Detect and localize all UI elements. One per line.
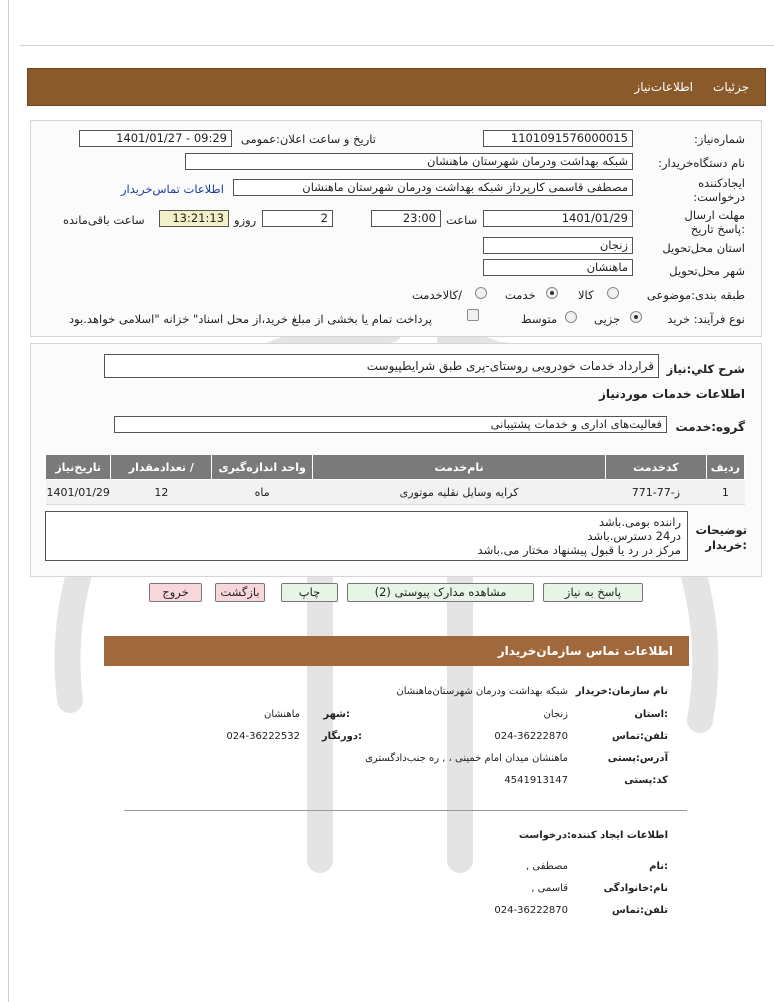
contact-province-label: :استان — [634, 709, 668, 720]
cell-unit: ماه — [212, 480, 313, 505]
buyer-note-line: مرکز در رد یا قبول پیشنهاد مختار می.باشد — [477, 543, 681, 557]
creator-field: مصطفی قاسمی کارپرداز شبکه بهداشت ودرمان شهرستان ماهنشان — [233, 179, 633, 196]
page-header-bar — [27, 68, 766, 106]
cell-quantity: 12 — [111, 480, 212, 505]
cell-row: 1 — [706, 480, 744, 505]
buyer-notes-field — [45, 511, 688, 561]
category-label: طبقه بندی:موضوعی — [646, 288, 745, 302]
contact-phone-value: 024-36222870 — [494, 731, 568, 742]
contact-province-value: زنجان — [543, 709, 568, 720]
creator-info-title: اطلاعات ایجاد کننده:درخواست — [518, 830, 668, 841]
creator-phone-value: 024-36222870 — [494, 905, 568, 916]
deadline-time-label: ساعت — [446, 213, 478, 227]
category-service-label: خدمت — [505, 288, 536, 302]
back-button[interactable]: بازگشت — [215, 583, 265, 602]
deadline-date-field: 1401/01/29 — [483, 210, 633, 227]
services-table-header — [46, 455, 745, 480]
exit-button[interactable]: خروج — [149, 583, 202, 602]
category-goods-radio[interactable] — [607, 287, 619, 299]
category-both-radio[interactable] — [475, 287, 487, 299]
process-medium-label: متوسط — [521, 312, 558, 326]
category-both-label: /کالاخدمت — [412, 288, 463, 302]
buyer-note-line: در24 دسترس.باشد — [587, 529, 681, 543]
province-field: زنجان — [483, 237, 633, 254]
buyer-org-field: شبکه بهداشت ودرمان شهرستان ماهنشان — [185, 153, 633, 170]
org-name-value: شبکه بهداشت ودرمان شهرستان‌ماهنشان — [396, 686, 568, 697]
cell-need-date: 1401/01/29 — [46, 480, 111, 505]
tab-need-info[interactable]: اطلاعات‌نیاز — [634, 80, 693, 94]
category-service-radio[interactable] — [546, 287, 558, 299]
col-quantity: / تعدادمقدار — [111, 455, 212, 480]
service-group-field: فعالیت‌های اداری و خدمات پشتیبانی — [114, 416, 667, 433]
remaining-label: ساعت باقی‌مانده — [63, 213, 145, 227]
buyer-note-line: راننده بومی.باشد — [598, 515, 681, 529]
creator-family-value: قاسمی , — [531, 883, 568, 894]
deadline-time-field: 23:00 — [371, 210, 441, 227]
process-medium-radio[interactable] — [565, 311, 577, 323]
col-need-date: تاریخ‌نیاز — [46, 455, 111, 480]
contact-address-label: آدرس:پستی — [607, 753, 668, 764]
buyer-contact-header — [104, 636, 689, 666]
treasury-payment-note: پرداخت تمام یا بخشی از مبلغ خرید،از محل اسناد" خزانه "اسلامی خواهد.بود — [69, 312, 433, 326]
cell-service-name: کرایه وسایل نقلیه موتوری — [313, 480, 606, 505]
treasury-payment-checkbox[interactable] — [467, 309, 479, 321]
days-label: روزو — [234, 213, 257, 227]
city-label: شهر محل‌تحویل — [669, 264, 745, 278]
table-row — [46, 480, 745, 505]
contact-city-value: ماهنشان — [263, 709, 300, 720]
services-section-title: اطلاعات خدمات موردنیاز — [598, 387, 745, 401]
contact-postal-value: 4541913147 — [504, 775, 568, 786]
col-service-name: نام‌خدمت — [313, 455, 606, 480]
buyer-notes-label: توضیحات :خریدار — [695, 523, 747, 552]
process-partial-radio[interactable] — [630, 311, 642, 323]
creator-label: ایجادکننده درخواست: — [693, 176, 745, 204]
col-service-code: کدخدمت — [606, 455, 707, 480]
buyer-org-label: نام دستگاه‌خریدار: — [658, 156, 745, 170]
contact-postal-label: کد:پستی — [624, 775, 668, 786]
creator-name-value: مصطفی , — [526, 861, 568, 872]
process-label: نوع فرآیند: خرید — [667, 312, 745, 326]
print-button[interactable]: چاپ — [281, 583, 338, 602]
contact-divider — [124, 810, 687, 811]
category-goods-label: کالا — [578, 288, 594, 302]
days-field: 2 — [262, 210, 333, 227]
need-number-label: شماره‌نیاز: — [694, 132, 745, 146]
city-field: ماهنشان — [483, 259, 633, 276]
need-number-field: 1101091576000015 — [483, 130, 633, 147]
page-top-divider — [20, 45, 774, 46]
col-unit: واحد اندازه‌گیری — [212, 455, 313, 480]
creator-family-label: نام:خانوادگی — [603, 883, 668, 894]
creator-name-label: :نام — [649, 861, 668, 872]
announce-label: تاریخ و ساعت اعلان:عمومی — [240, 132, 376, 146]
process-partial-label: جزیی — [594, 312, 621, 326]
contact-address-value: ماهنشان میدان امام خمینی ، , ره جنب‌دادگستری — [365, 753, 568, 764]
reply-button[interactable]: پاسخ به نیاز — [543, 583, 643, 602]
province-label: استان محل‌تحویل — [662, 241, 745, 255]
contact-fax-value: 024-36222532 — [226, 731, 300, 742]
cell-service-code: ز-77-771 — [606, 480, 707, 505]
org-name-label: نام سازمان:خریدار — [575, 686, 668, 697]
services-table — [45, 454, 745, 505]
announce-field: 1401/01/27 - 09:29 — [79, 130, 232, 147]
view-attachments-button[interactable]: مشاهده مدارک پیوستی (2) — [347, 583, 534, 602]
buyer-contact-title: اطلاعات تماس سازمان‌خریدار — [497, 644, 673, 658]
service-group-label: گروه:خدمت — [675, 420, 745, 434]
general-description-field: قرارداد خدمات خودرویی روستای-پری طبق شرایطپیوست — [104, 354, 659, 378]
creator-phone-label: تلفن:تماس — [611, 905, 668, 916]
remaining-time-field: 13:21:13 — [159, 210, 229, 227]
tab-details[interactable]: جزئیات — [713, 80, 749, 94]
col-row: ردیف — [706, 455, 744, 480]
contact-phone-label: تلفن:تماس — [611, 731, 668, 742]
general-description-label: شرح کلي:نیاز — [666, 362, 745, 376]
contact-fax-label: :دورنگار — [321, 731, 362, 742]
page-left-border — [8, 0, 9, 1002]
deadline-label: مهلت ارسال :پاسخ تاریخ — [684, 208, 745, 236]
buyer-contact-link[interactable]: اطلاعات تماس‌خریدار — [121, 182, 224, 196]
contact-city-label: :شهر — [323, 709, 350, 720]
